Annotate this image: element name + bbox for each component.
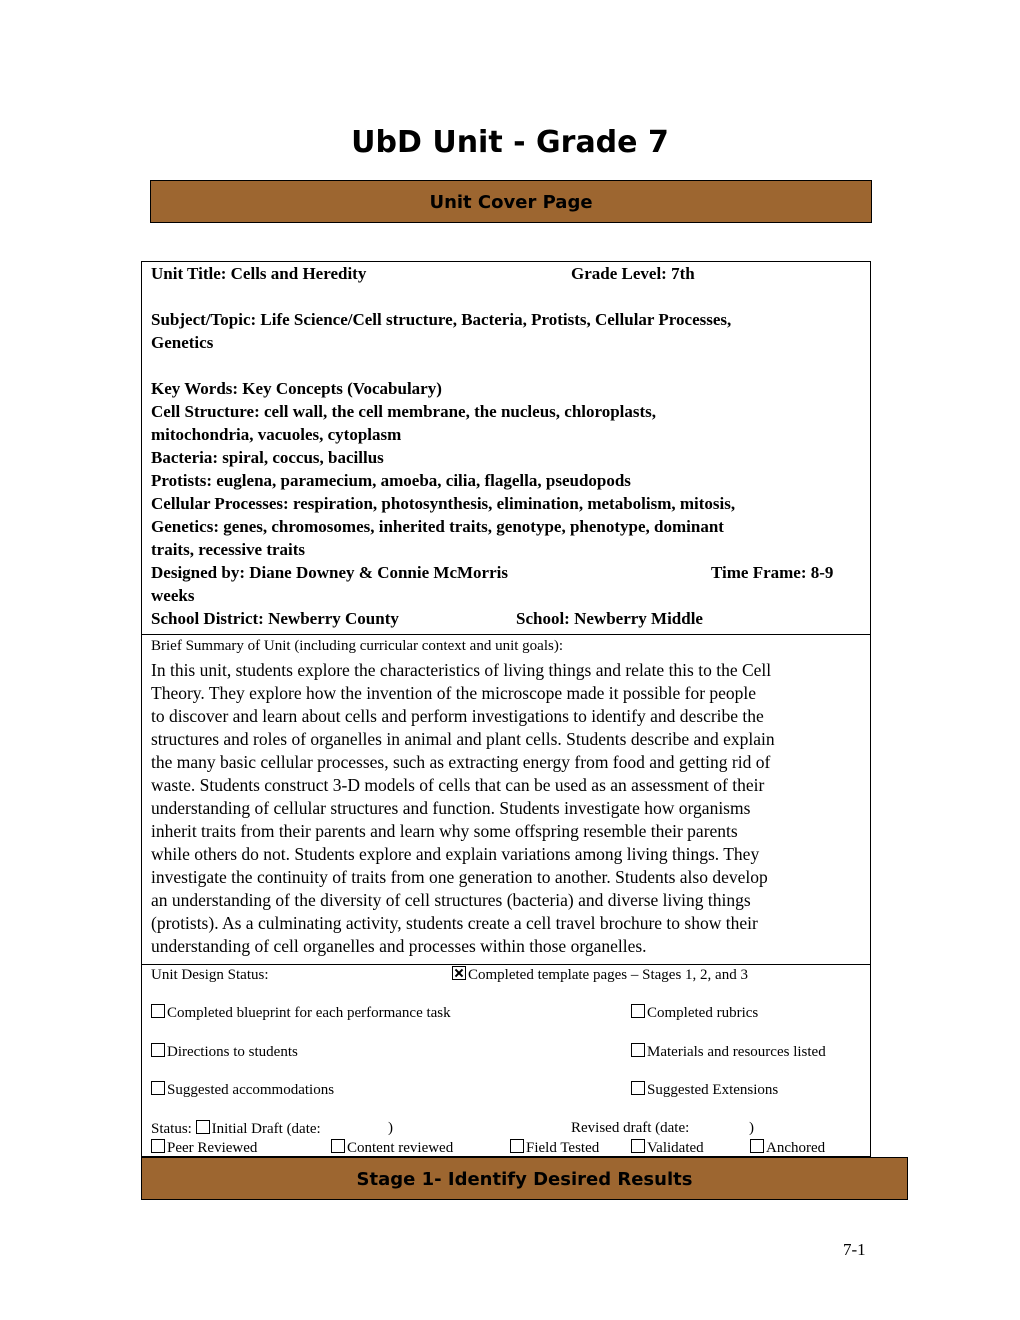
extensions-option — [631, 1081, 778, 1099]
content-reviewed-option — [331, 1139, 453, 1157]
cell-structure-line-2: mitochondria, vacuoles, cytoplasm — [151, 425, 402, 444]
summary-line: while others do not. Students explore and explain variations among living things. They — [151, 844, 760, 864]
time-frame: Time Frame: 8-9 — [711, 563, 834, 582]
initial-draft-checkbox[interactable] — [196, 1120, 210, 1134]
materials-label: Materials and resources listed — [647, 1044, 826, 1060]
bacteria-terms: Bacteria: spiral, coccus, bacillus — [151, 448, 384, 467]
designed-by: Designed by: Diane Downey & Connie McMorris — [151, 563, 508, 582]
validated-checkbox[interactable] — [631, 1139, 645, 1153]
summary-line: inherit traits from their parents and learn why some offspring resemble their parents — [151, 821, 738, 841]
unit-cover-page-banner: Unit Cover Page — [150, 180, 872, 223]
completed-blueprint-checkbox[interactable] — [151, 1004, 165, 1018]
unit-summary-section — [141, 634, 871, 965]
school-district: School District: Newberry County — [151, 609, 399, 628]
completed-rubrics-label: Completed rubrics — [647, 1005, 759, 1021]
materials-checkbox[interactable] — [631, 1043, 645, 1057]
summary-line: to discover and learn about cells and perform investigations to identify and describe the — [151, 706, 764, 726]
summary-line: understanding of cell organelles and processes within those organelles. — [151, 936, 647, 956]
anchored-label: Anchored — [766, 1140, 826, 1156]
summary-line: the many basic cellular processes, such as extracting energy from food and getting rid of — [151, 752, 771, 772]
completed-rubrics-option — [631, 1004, 758, 1022]
time-frame-continued: weeks — [151, 586, 195, 605]
accommodations-option — [151, 1081, 334, 1099]
grade-level: Grade Level: 7th — [571, 264, 695, 283]
field-tested-checkbox[interactable] — [510, 1139, 524, 1153]
cell-structure-line-1: Cell Structure: cell wall, the cell membrane, the nucleus, chloroplasts, — [151, 402, 657, 421]
completed-template-label: Completed template pages – Stages 1, 2, and 3 — [468, 967, 748, 983]
key-words-heading: Key Words: Key Concepts (Vocabulary) — [151, 379, 442, 398]
summary-line: investigate the continuity of traits from one generation to another. Students also develop — [151, 867, 768, 887]
initial-draft-close: ) — [388, 1120, 393, 1136]
genetics-line-2: traits, recessive traits — [151, 540, 306, 559]
status-label: Status: — [151, 1121, 192, 1137]
content-reviewed-label: Content reviewed — [347, 1140, 454, 1156]
peer-reviewed-checkbox[interactable] — [151, 1139, 165, 1153]
genetics-line-1: Genetics: genes, chromosomes, inherited traits, genotype, phenotype, dominant — [151, 517, 724, 536]
extensions-checkbox[interactable] — [631, 1081, 645, 1095]
unit-design-status-section — [141, 964, 871, 1157]
revised-draft-close: ) — [749, 1120, 754, 1136]
design-status-label: Unit Design Status: — [151, 967, 269, 983]
summary-line: Theory. They explore how the invention of the microscope made it possible for people — [151, 683, 757, 703]
accommodations-label: Suggested accommodations — [167, 1082, 335, 1098]
cellular-processes-terms: Cellular Processes: respiration, photosynthesis, elimination, metabolism, mitosis, — [151, 494, 736, 513]
protists-terms: Protists: euglena, paramecium, amoeba, cilia, flagella, pseudopods — [151, 471, 631, 490]
completed-rubrics-checkbox[interactable] — [631, 1004, 645, 1018]
peer-reviewed-option — [151, 1139, 257, 1157]
summary-line: (protists). As a culminating activity, students create a cell travel brochure to show their — [151, 913, 758, 933]
unit-title: Unit Title: Cells and Heredity — [151, 264, 367, 283]
summary-line: understanding of cellular structures and function. Students investigate how organisms — [151, 798, 751, 818]
field-tested-option — [510, 1139, 599, 1157]
summary-line: structures and roles of organelles in animal and plant cells. Students describe and explain — [151, 729, 775, 749]
content-reviewed-checkbox[interactable] — [331, 1139, 345, 1153]
anchored-option — [750, 1139, 825, 1157]
page-number: 7-1 — [843, 1240, 866, 1259]
document-title: UbD Unit - Grade 7 — [351, 125, 669, 160]
completed-template-checkbox[interactable] — [452, 966, 466, 980]
validated-option — [631, 1139, 704, 1157]
summary-line: waste. Students construct 3-D models of cells that can be used as an assessment of their — [151, 775, 765, 795]
validated-label: Validated — [647, 1140, 704, 1156]
subject-topic-line-2: Genetics — [151, 333, 214, 352]
materials-option — [631, 1043, 826, 1061]
field-tested-label: Field Tested — [526, 1140, 600, 1156]
subject-topic-line-1: Subject/Topic: Life Science/Cell structure, Bacteria, Protists, Cellular Processes, — [151, 310, 732, 329]
unit-info-section — [141, 261, 871, 635]
directions-label: Directions to students — [167, 1044, 298, 1060]
summary-line: an understanding of the diversity of cell structures (bacteria) and diverse living things — [151, 890, 751, 910]
initial-draft-label: Initial Draft (date: — [211, 1121, 321, 1137]
completed-blueprint-label: Completed blueprint for each performance task — [167, 1005, 451, 1021]
completed-template-option — [452, 966, 748, 984]
school-name: School: Newberry Middle — [516, 609, 703, 628]
directions-checkbox[interactable] — [151, 1043, 165, 1057]
directions-option — [151, 1043, 298, 1061]
completed-blueprint-option — [151, 1004, 451, 1022]
anchored-checkbox[interactable] — [750, 1139, 764, 1153]
summary-label: Brief Summary of Unit (including curricular context and unit goals): — [151, 638, 563, 654]
summary-line: In this unit, students explore the characteristics of living things and relate this to the Cell — [151, 660, 772, 680]
stage-1-banner: Stage 1- Identify Desired Results — [141, 1157, 908, 1200]
accommodations-checkbox[interactable] — [151, 1081, 165, 1095]
extensions-label: Suggested Extensions — [647, 1082, 779, 1098]
peer-reviewed-label: Peer Reviewed — [167, 1140, 258, 1156]
revised-draft-label: Revised draft (date: — [571, 1120, 690, 1136]
status-row — [151, 1120, 321, 1138]
